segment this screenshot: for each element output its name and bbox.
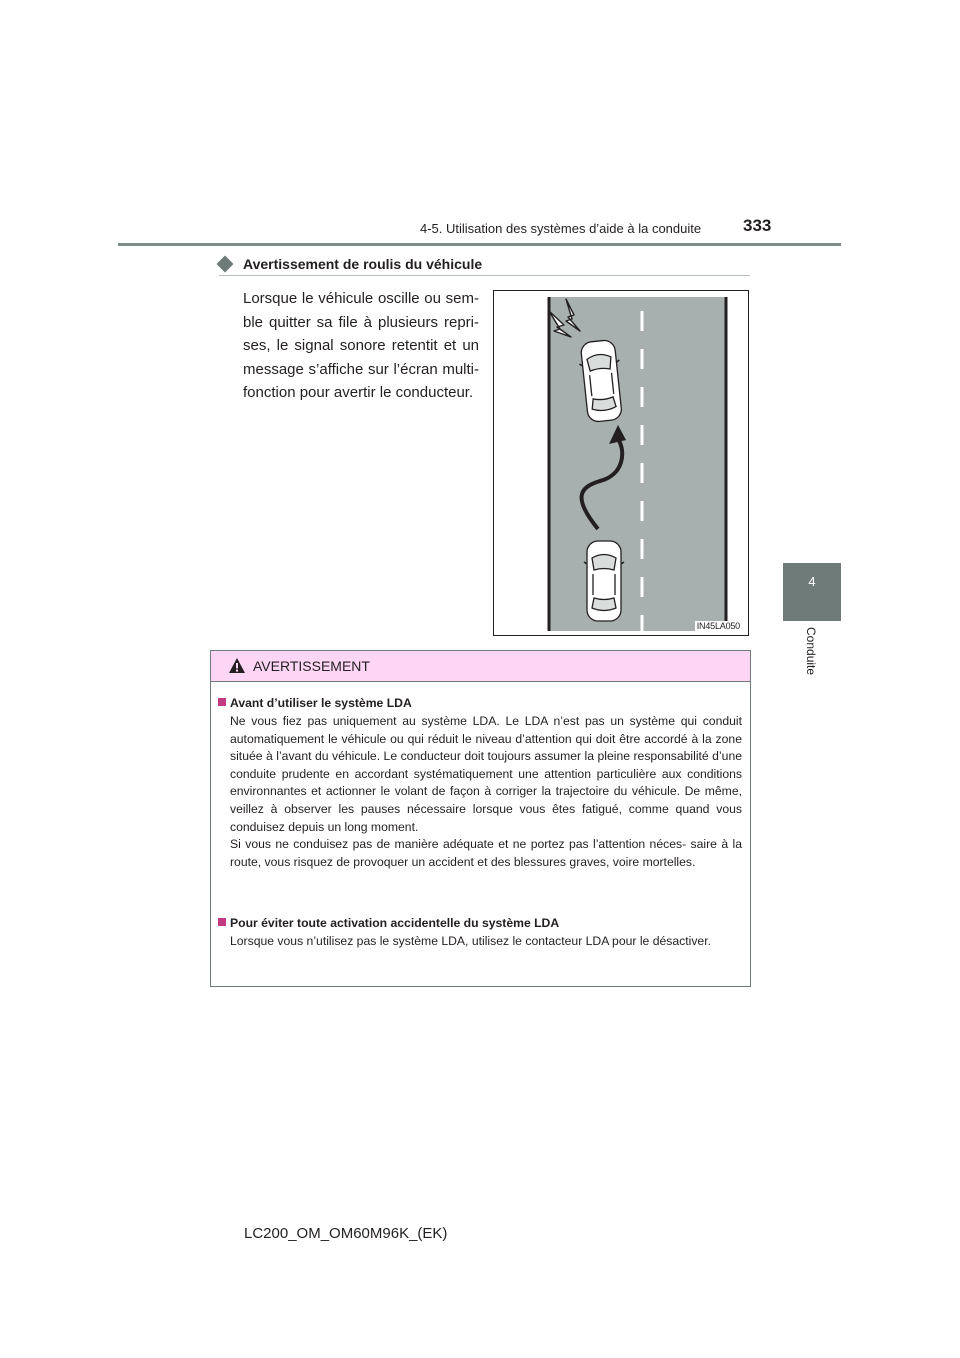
- warning-item-heading-text: Pour éviter toute activation accidentelle du système LDA: [230, 916, 560, 930]
- header-divider: [118, 243, 841, 246]
- model-code: LC200_OM_OM60M96K_(EK): [244, 1225, 448, 1242]
- warning-item-text: Lorsque vous n’utilisez pas le système LDA, utilisez le contacteur LDA pour le désactiver.: [230, 934, 711, 948]
- figure-code: IN45LA050: [696, 621, 740, 631]
- section-title: 4-5. Utilisation des systèmes d’aide à la conduite: [420, 221, 702, 236]
- diamond-icon: [217, 256, 234, 273]
- warning-header: [211, 651, 750, 682]
- body-paragraph: Lorsque le véhicule oscille ou sem- ble quitter sa file à plusieurs repri- ses, le signal sonore retentit et un message s’affiche sur l’écran multi- fonction pour avertir le conducteur.: [243, 290, 479, 401]
- lane-sway-illustration: [493, 290, 749, 636]
- road-surface: [548, 297, 726, 631]
- warning-item-heading: [218, 916, 742, 930]
- subsection-heading: [219, 254, 750, 276]
- square-bullet-icon: [218, 918, 226, 926]
- warning-title: AVERTISSEMENT: [253, 658, 370, 674]
- chapter-tab: [783, 563, 841, 621]
- square-bullet-icon: [218, 698, 226, 706]
- car-icon: [584, 541, 624, 621]
- warning-item-heading: [218, 696, 742, 710]
- warning-item-text: Ne vous fiez pas uniquement au système LDA. Le LDA n’est pas un système qui conduit automatiquement le véhicule ou qui réduit le niveau d’attention qui doit être accordé à la zone située à l’avant du véhicule. Le conducteur doit toujours assumer la pleine responsabilité d’une conduite prudente en accordant systématiquement une attention particulière aux conditions environnantes et actionner le volant de façon à corriger la trajectoire du véhicule. De même, veillez à observer les pauses nécessaire lorsque vous êtes fatigué, comme quand vous conduisez depuis un long moment.: [230, 714, 742, 834]
- chapter-tab-number: 4: [808, 574, 816, 589]
- page-number: 333: [743, 216, 772, 235]
- subsection-title: Avertissement de roulis du véhicule: [243, 256, 483, 272]
- road-diagram: [494, 291, 748, 635]
- warning-item-text: Si vous ne conduisez pas de manière adéquate et ne portez pas l’attention néces- saire à la route, vous risquez de provoquer un accident et des blessures graves, voire mortelles.: [230, 837, 742, 869]
- warning-item: [218, 916, 742, 951]
- warning-item: [218, 696, 742, 871]
- warning-triangle-icon: [228, 657, 246, 674]
- chapter-tab-label: [803, 628, 819, 688]
- warning-box: [210, 650, 751, 987]
- chapter-tab-label-text: Conduite: [804, 627, 818, 676]
- warning-item-heading-text: Avant d’utiliser le système LDA: [230, 696, 412, 710]
